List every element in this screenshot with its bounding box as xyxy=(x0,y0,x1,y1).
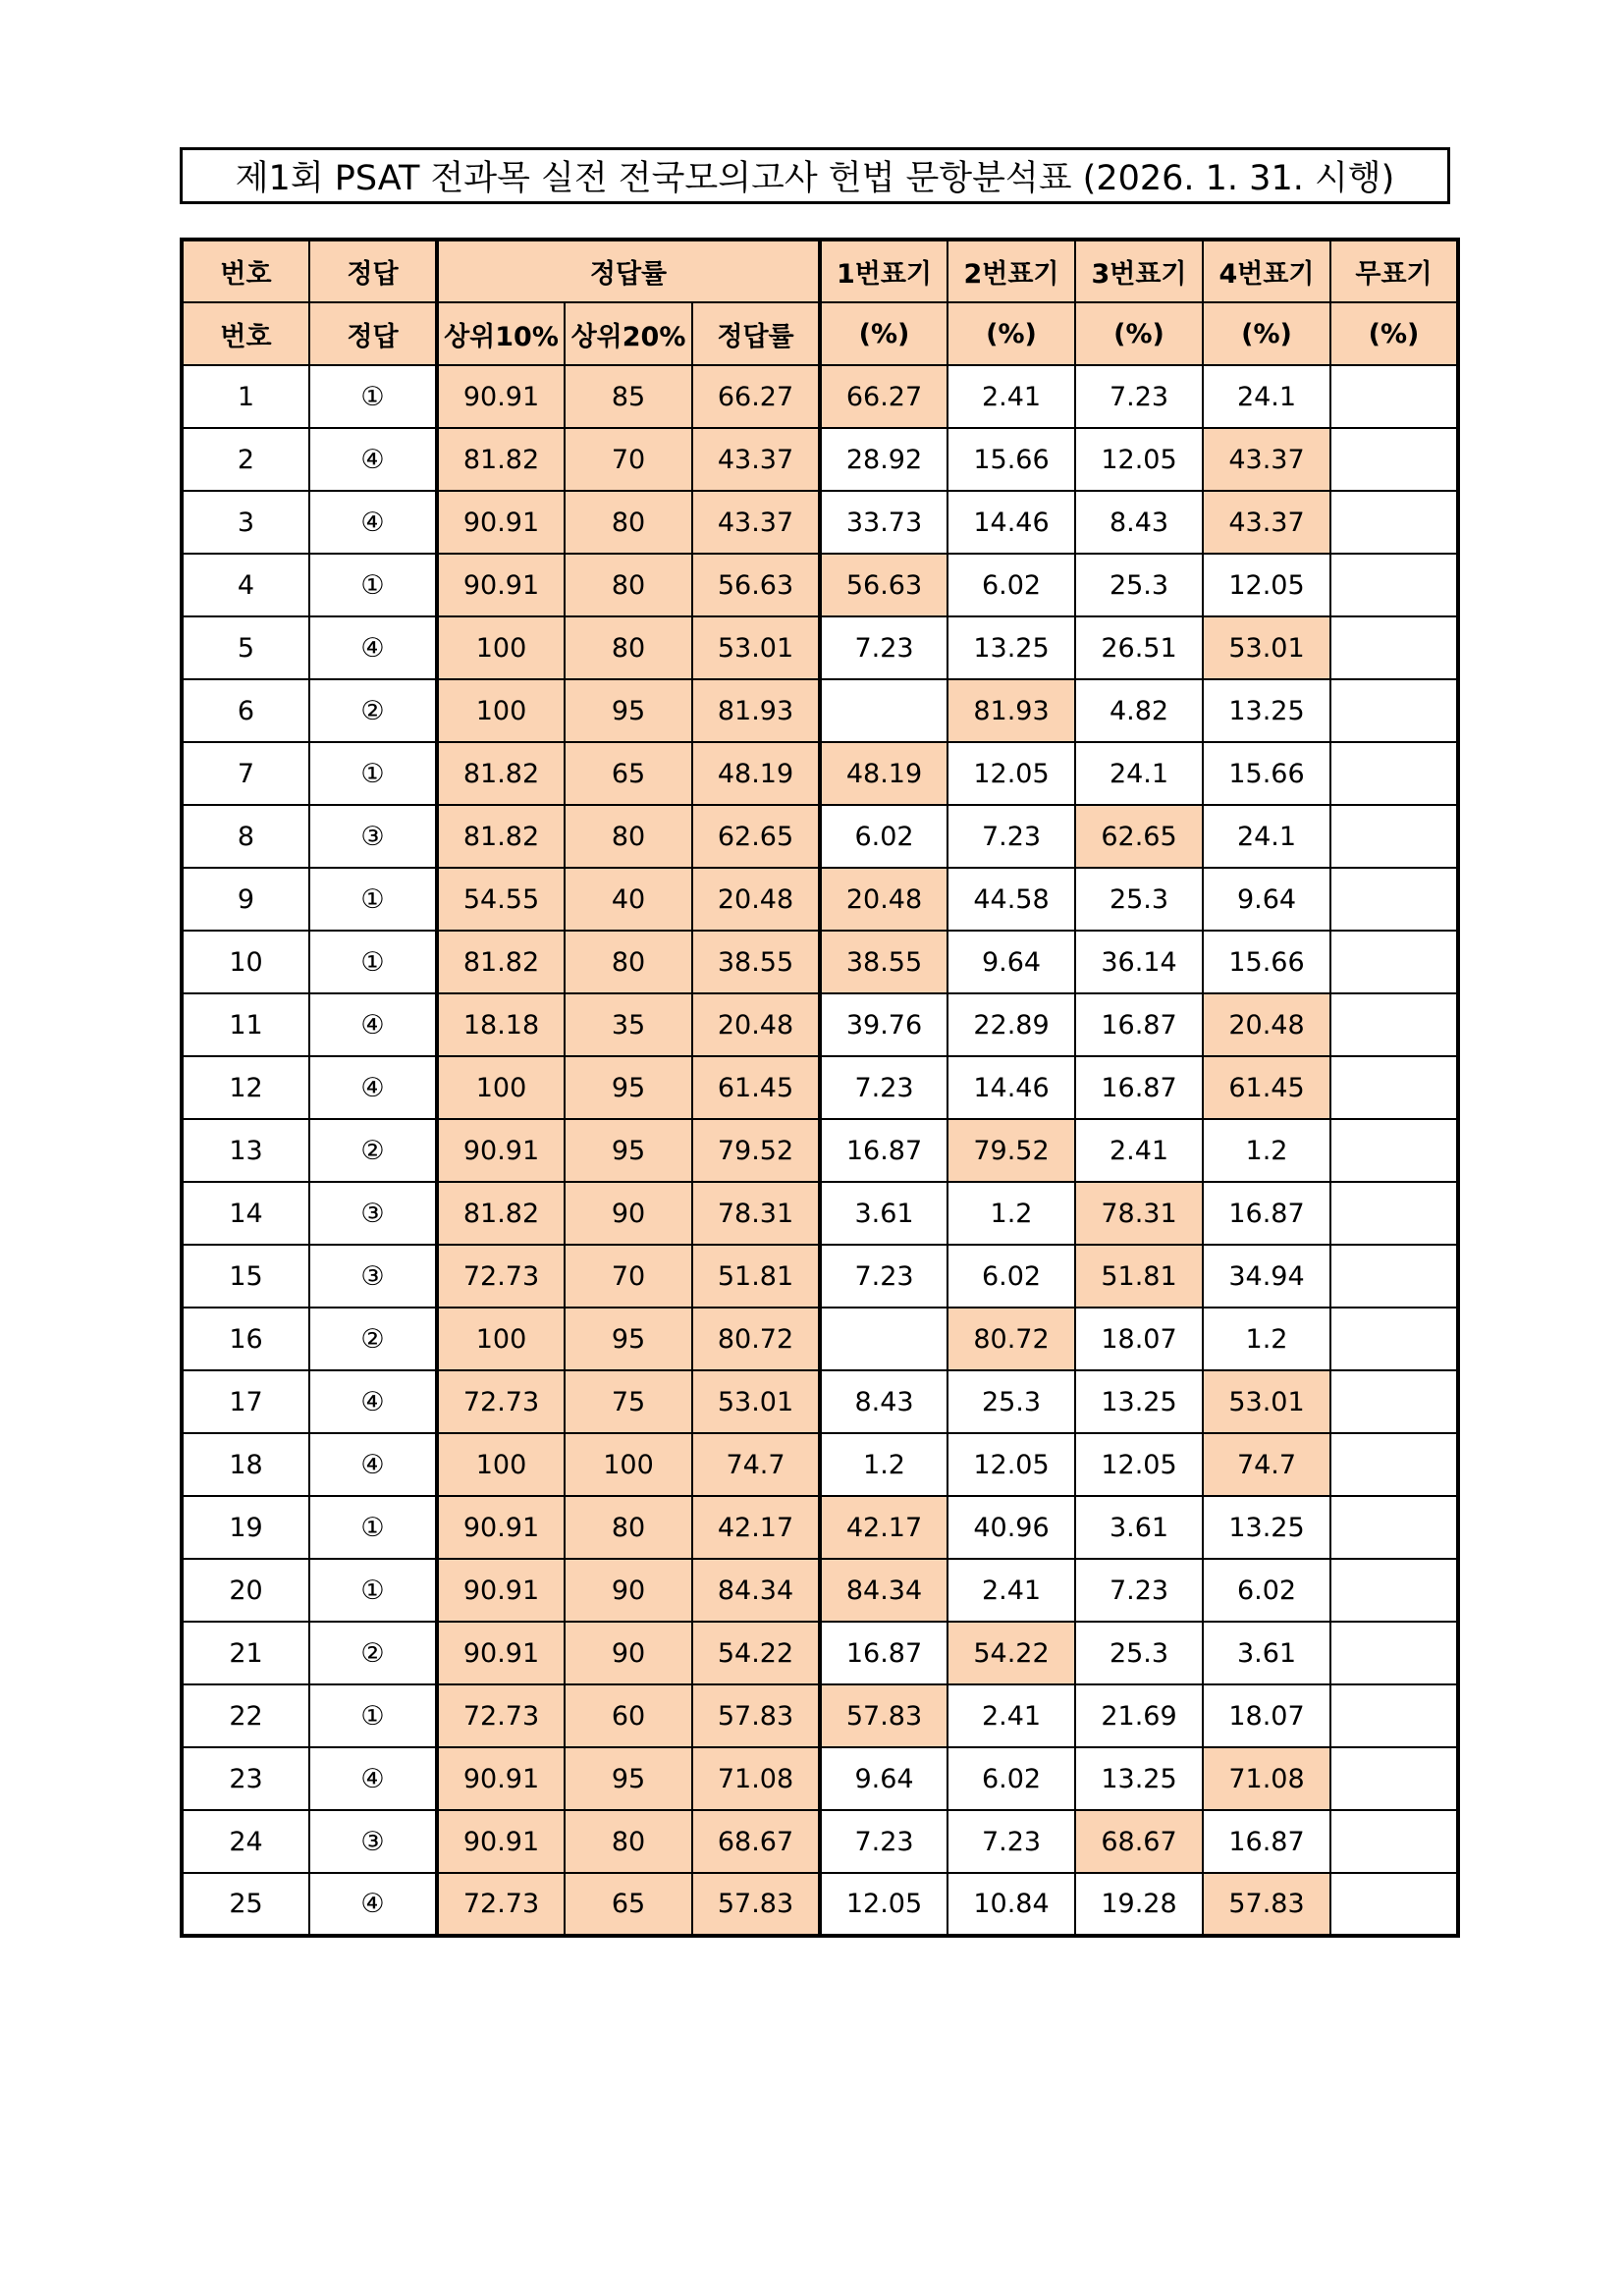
cell-top20: 80 xyxy=(565,1810,692,1873)
cell-rate: 81.93 xyxy=(692,679,820,742)
table-row xyxy=(182,1245,1458,1308)
cell-answer: ① xyxy=(309,365,437,428)
cell-answer: ① xyxy=(309,554,437,616)
cell-answer: ① xyxy=(309,868,437,931)
cell-top10: 72.73 xyxy=(437,1370,565,1433)
cell-choice4: 24.1 xyxy=(1203,805,1330,868)
cell-answer: ④ xyxy=(309,491,437,554)
cell-choice4: 34.94 xyxy=(1203,1245,1330,1308)
cell-answer: ④ xyxy=(309,993,437,1056)
table-row xyxy=(182,1308,1458,1370)
cell-choice2: 6.02 xyxy=(947,1245,1075,1308)
cell-choice2: 14.46 xyxy=(947,1056,1075,1119)
table-row xyxy=(182,931,1458,993)
cell-top10: 90.91 xyxy=(437,554,565,616)
cell-choice3: 68.67 xyxy=(1075,1810,1203,1873)
cell-choice1: 56.63 xyxy=(820,554,947,616)
cell-rate: 66.27 xyxy=(692,365,820,428)
cell-top20: 60 xyxy=(565,1684,692,1747)
cell-no: 11 xyxy=(182,993,309,1056)
cell-choice4: 13.25 xyxy=(1203,1496,1330,1559)
cell-top10: 90.91 xyxy=(437,1747,565,1810)
header-no: 번호 xyxy=(182,302,309,365)
table-row xyxy=(182,1496,1458,1559)
cell-top10: 81.82 xyxy=(437,428,565,491)
cell-no: 7 xyxy=(182,742,309,805)
cell-choice1: 7.23 xyxy=(820,616,947,679)
cell-no: 23 xyxy=(182,1747,309,1810)
cell-choice2: 40.96 xyxy=(947,1496,1075,1559)
cell-no: 9 xyxy=(182,868,309,931)
cell-top20: 80 xyxy=(565,554,692,616)
cell-top20: 80 xyxy=(565,1496,692,1559)
cell-choice4: 9.64 xyxy=(1203,868,1330,931)
cell-no: 10 xyxy=(182,931,309,993)
document-title: 제1회 PSAT 전과목 실전 전국모의고사 헌법 문항분석표 (2026. 1. 31. 시행) xyxy=(180,147,1450,204)
table-row xyxy=(182,742,1458,805)
cell-blank xyxy=(1330,1056,1458,1119)
header-rate-group: 정답률 xyxy=(437,240,820,302)
cell-choice1: 48.19 xyxy=(820,742,947,805)
cell-answer: ① xyxy=(309,1684,437,1747)
cell-choice2: 25.3 xyxy=(947,1370,1075,1433)
cell-rate: 51.81 xyxy=(692,1245,820,1308)
cell-choice2: 54.22 xyxy=(947,1622,1075,1684)
cell-choice1: 20.48 xyxy=(820,868,947,931)
cell-answer: ③ xyxy=(309,1810,437,1873)
cell-top10: 90.91 xyxy=(437,1496,565,1559)
cell-blank xyxy=(1330,1684,1458,1747)
cell-choice1: 12.05 xyxy=(820,1873,947,1936)
cell-choice2: 2.41 xyxy=(947,365,1075,428)
cell-choice4: 13.25 xyxy=(1203,679,1330,742)
cell-choice1: 28.92 xyxy=(820,428,947,491)
cell-top20: 90 xyxy=(565,1622,692,1684)
cell-top20: 80 xyxy=(565,491,692,554)
table-row xyxy=(182,1056,1458,1119)
cell-top20: 40 xyxy=(565,868,692,931)
cell-choice3: 18.07 xyxy=(1075,1308,1203,1370)
cell-choice4: 20.48 xyxy=(1203,993,1330,1056)
cell-choice4: 24.1 xyxy=(1203,365,1330,428)
cell-top10: 18.18 xyxy=(437,993,565,1056)
cell-blank xyxy=(1330,365,1458,428)
cell-top20: 95 xyxy=(565,1308,692,1370)
cell-choice2: 12.05 xyxy=(947,1433,1075,1496)
cell-answer: ④ xyxy=(309,1747,437,1810)
cell-choice4: 1.2 xyxy=(1203,1308,1330,1370)
cell-top20: 95 xyxy=(565,1056,692,1119)
cell-choice3: 8.43 xyxy=(1075,491,1203,554)
cell-choice3: 7.23 xyxy=(1075,1559,1203,1622)
cell-choice1: 9.64 xyxy=(820,1747,947,1810)
cell-blank xyxy=(1330,805,1458,868)
cell-top20: 100 xyxy=(565,1433,692,1496)
table-row xyxy=(182,1873,1458,1936)
cell-choice2: 2.41 xyxy=(947,1684,1075,1747)
table-row xyxy=(182,1810,1458,1873)
cell-answer: ④ xyxy=(309,1873,437,1936)
cell-rate: 53.01 xyxy=(692,616,820,679)
cell-top20: 80 xyxy=(565,931,692,993)
cell-top20: 80 xyxy=(565,805,692,868)
cell-blank xyxy=(1330,1496,1458,1559)
cell-top20: 85 xyxy=(565,365,692,428)
cell-answer: ① xyxy=(309,1559,437,1622)
cell-blank xyxy=(1330,1622,1458,1684)
header-choice3-pct: (%) xyxy=(1075,302,1203,365)
cell-blank xyxy=(1330,1559,1458,1622)
cell-no: 15 xyxy=(182,1245,309,1308)
cell-no: 20 xyxy=(182,1559,309,1622)
cell-choice1 xyxy=(820,679,947,742)
cell-top20: 80 xyxy=(565,616,692,679)
cell-choice4: 15.66 xyxy=(1203,742,1330,805)
cell-no: 22 xyxy=(182,1684,309,1747)
header-row-1 xyxy=(182,240,1458,302)
table-row xyxy=(182,1684,1458,1747)
cell-top10: 90.91 xyxy=(437,1810,565,1873)
cell-top20: 70 xyxy=(565,428,692,491)
cell-choice3: 4.82 xyxy=(1075,679,1203,742)
cell-choice1: 7.23 xyxy=(820,1245,947,1308)
cell-answer: ① xyxy=(309,931,437,993)
cell-choice1: 7.23 xyxy=(820,1810,947,1873)
cell-top10: 100 xyxy=(437,1308,565,1370)
cell-choice3: 16.87 xyxy=(1075,993,1203,1056)
header-top20: 상위20% xyxy=(565,302,692,365)
cell-top10: 90.91 xyxy=(437,365,565,428)
cell-no: 8 xyxy=(182,805,309,868)
cell-choice2: 13.25 xyxy=(947,616,1075,679)
cell-choice4: 15.66 xyxy=(1203,931,1330,993)
cell-blank xyxy=(1330,428,1458,491)
cell-rate: 57.83 xyxy=(692,1873,820,1936)
cell-rate: 61.45 xyxy=(692,1056,820,1119)
cell-rate: 54.22 xyxy=(692,1622,820,1684)
cell-top20: 35 xyxy=(565,993,692,1056)
cell-rate: 43.37 xyxy=(692,428,820,491)
cell-top20: 70 xyxy=(565,1245,692,1308)
cell-choice4: 43.37 xyxy=(1203,428,1330,491)
cell-no: 16 xyxy=(182,1308,309,1370)
cell-choice2: 80.72 xyxy=(947,1308,1075,1370)
cell-choice1: 1.2 xyxy=(820,1433,947,1496)
cell-top20: 90 xyxy=(565,1182,692,1245)
cell-choice3: 25.3 xyxy=(1075,1622,1203,1684)
cell-no: 12 xyxy=(182,1056,309,1119)
cell-top20: 65 xyxy=(565,742,692,805)
cell-choice3: 24.1 xyxy=(1075,742,1203,805)
cell-top10: 72.73 xyxy=(437,1684,565,1747)
cell-rate: 71.08 xyxy=(692,1747,820,1810)
header-choice3: 3번표기 xyxy=(1075,240,1203,302)
cell-top20: 95 xyxy=(565,679,692,742)
cell-rate: 68.67 xyxy=(692,1810,820,1873)
cell-rate: 53.01 xyxy=(692,1370,820,1433)
header-choice2-pct: (%) xyxy=(947,302,1075,365)
cell-top10: 81.82 xyxy=(437,931,565,993)
cell-blank xyxy=(1330,616,1458,679)
cell-rate: 43.37 xyxy=(692,491,820,554)
header-choice4: 4번표기 xyxy=(1203,240,1330,302)
cell-no: 1 xyxy=(182,365,309,428)
cell-top20: 65 xyxy=(565,1873,692,1936)
cell-choice1: 7.23 xyxy=(820,1056,947,1119)
cell-top10: 72.73 xyxy=(437,1245,565,1308)
cell-rate: 80.72 xyxy=(692,1308,820,1370)
cell-no: 13 xyxy=(182,1119,309,1182)
cell-no: 2 xyxy=(182,428,309,491)
table-row xyxy=(182,1747,1458,1810)
cell-choice1: 8.43 xyxy=(820,1370,947,1433)
cell-choice1: 38.55 xyxy=(820,931,947,993)
table-row xyxy=(182,993,1458,1056)
cell-answer: ③ xyxy=(309,1182,437,1245)
cell-choice3: 3.61 xyxy=(1075,1496,1203,1559)
cell-choice4: 53.01 xyxy=(1203,1370,1330,1433)
cell-no: 18 xyxy=(182,1433,309,1496)
cell-top10: 100 xyxy=(437,616,565,679)
table-row xyxy=(182,1622,1458,1684)
cell-top10: 90.91 xyxy=(437,1622,565,1684)
cell-rate: 20.48 xyxy=(692,993,820,1056)
table-row xyxy=(182,491,1458,554)
table-row xyxy=(182,679,1458,742)
cell-top10: 81.82 xyxy=(437,805,565,868)
header-rate: 정답률 xyxy=(692,302,820,365)
cell-blank xyxy=(1330,1182,1458,1245)
cell-answer: ② xyxy=(309,1119,437,1182)
cell-rate: 62.65 xyxy=(692,805,820,868)
cell-top20: 75 xyxy=(565,1370,692,1433)
cell-no: 6 xyxy=(182,679,309,742)
cell-choice3: 26.51 xyxy=(1075,616,1203,679)
table-row xyxy=(182,805,1458,868)
cell-choice2: 6.02 xyxy=(947,554,1075,616)
cell-choice2: 10.84 xyxy=(947,1873,1075,1936)
cell-answer: ④ xyxy=(309,1370,437,1433)
cell-top10: 81.82 xyxy=(437,1182,565,1245)
cell-top10: 54.55 xyxy=(437,868,565,931)
cell-choice4: 12.05 xyxy=(1203,554,1330,616)
cell-answer: ④ xyxy=(309,428,437,491)
cell-choice1: 16.87 xyxy=(820,1622,947,1684)
table-row xyxy=(182,1433,1458,1496)
cell-blank xyxy=(1330,1433,1458,1496)
cell-blank xyxy=(1330,1245,1458,1308)
cell-choice4: 6.02 xyxy=(1203,1559,1330,1622)
cell-choice4: 16.87 xyxy=(1203,1182,1330,1245)
cell-choice1: 84.34 xyxy=(820,1559,947,1622)
cell-top10: 81.82 xyxy=(437,742,565,805)
cell-no: 14 xyxy=(182,1182,309,1245)
cell-choice3: 25.3 xyxy=(1075,868,1203,931)
cell-answer: ② xyxy=(309,1622,437,1684)
cell-top20: 90 xyxy=(565,1559,692,1622)
cell-top10: 100 xyxy=(437,679,565,742)
cell-answer: ③ xyxy=(309,1245,437,1308)
cell-top20: 95 xyxy=(565,1119,692,1182)
cell-choice4: 1.2 xyxy=(1203,1119,1330,1182)
cell-choice4: 74.7 xyxy=(1203,1433,1330,1496)
cell-choice3: 78.31 xyxy=(1075,1182,1203,1245)
header-choice1-pct: (%) xyxy=(820,302,947,365)
cell-rate: 57.83 xyxy=(692,1684,820,1747)
cell-blank xyxy=(1330,1308,1458,1370)
cell-blank xyxy=(1330,931,1458,993)
cell-no: 25 xyxy=(182,1873,309,1936)
cell-no: 21 xyxy=(182,1622,309,1684)
cell-choice3: 13.25 xyxy=(1075,1370,1203,1433)
cell-top10: 72.73 xyxy=(437,1873,565,1936)
cell-answer: ② xyxy=(309,679,437,742)
item-analysis-table xyxy=(180,238,1460,1938)
cell-rate: 79.52 xyxy=(692,1119,820,1182)
table-row xyxy=(182,1119,1458,1182)
header-blank-pct: (%) xyxy=(1330,302,1458,365)
cell-choice1: 3.61 xyxy=(820,1182,947,1245)
cell-answer: ① xyxy=(309,1496,437,1559)
cell-choice3: 12.05 xyxy=(1075,428,1203,491)
header-top10: 상위10% xyxy=(437,302,565,365)
cell-choice3: 16.87 xyxy=(1075,1056,1203,1119)
cell-choice4: 43.37 xyxy=(1203,491,1330,554)
cell-choice2: 14.46 xyxy=(947,491,1075,554)
cell-choice2: 9.64 xyxy=(947,931,1075,993)
cell-choice2: 22.89 xyxy=(947,993,1075,1056)
cell-no: 5 xyxy=(182,616,309,679)
cell-choice3: 25.3 xyxy=(1075,554,1203,616)
cell-top10: 90.91 xyxy=(437,491,565,554)
header-no: 번호 xyxy=(182,240,309,302)
cell-choice4: 18.07 xyxy=(1203,1684,1330,1747)
cell-rate: 20.48 xyxy=(692,868,820,931)
table-row xyxy=(182,365,1458,428)
cell-top10: 100 xyxy=(437,1056,565,1119)
cell-no: 19 xyxy=(182,1496,309,1559)
cell-choice2: 7.23 xyxy=(947,1810,1075,1873)
cell-choice4: 16.87 xyxy=(1203,1810,1330,1873)
cell-no: 4 xyxy=(182,554,309,616)
header-answer: 정답 xyxy=(309,240,437,302)
cell-choice3: 51.81 xyxy=(1075,1245,1203,1308)
header-row-2 xyxy=(182,302,1458,365)
cell-choice3: 7.23 xyxy=(1075,365,1203,428)
cell-no: 3 xyxy=(182,491,309,554)
cell-choice2: 1.2 xyxy=(947,1182,1075,1245)
cell-answer: ① xyxy=(309,742,437,805)
cell-no: 24 xyxy=(182,1810,309,1873)
cell-choice1: 57.83 xyxy=(820,1684,947,1747)
cell-blank xyxy=(1330,868,1458,931)
cell-no: 17 xyxy=(182,1370,309,1433)
cell-choice4: 3.61 xyxy=(1203,1622,1330,1684)
cell-rate: 56.63 xyxy=(692,554,820,616)
table-row xyxy=(182,1370,1458,1433)
cell-choice4: 57.83 xyxy=(1203,1873,1330,1936)
cell-answer: ④ xyxy=(309,1056,437,1119)
cell-choice3: 19.28 xyxy=(1075,1873,1203,1936)
cell-choice1 xyxy=(820,1308,947,1370)
cell-choice2: 6.02 xyxy=(947,1747,1075,1810)
cell-choice2: 15.66 xyxy=(947,428,1075,491)
cell-blank xyxy=(1330,491,1458,554)
table-row xyxy=(182,616,1458,679)
table-row xyxy=(182,554,1458,616)
cell-choice3: 62.65 xyxy=(1075,805,1203,868)
cell-top10: 100 xyxy=(437,1433,565,1496)
cell-choice4: 71.08 xyxy=(1203,1747,1330,1810)
cell-choice1: 33.73 xyxy=(820,491,947,554)
cell-rate: 48.19 xyxy=(692,742,820,805)
cell-blank xyxy=(1330,554,1458,616)
cell-rate: 78.31 xyxy=(692,1182,820,1245)
cell-blank xyxy=(1330,1747,1458,1810)
cell-top10: 90.91 xyxy=(437,1119,565,1182)
cell-rate: 74.7 xyxy=(692,1433,820,1496)
cell-choice1: 39.76 xyxy=(820,993,947,1056)
table-row xyxy=(182,1182,1458,1245)
cell-blank xyxy=(1330,679,1458,742)
cell-choice3: 2.41 xyxy=(1075,1119,1203,1182)
cell-answer: ② xyxy=(309,1308,437,1370)
table-row xyxy=(182,1559,1458,1622)
cell-answer: ④ xyxy=(309,616,437,679)
cell-blank xyxy=(1330,993,1458,1056)
header-choice2: 2번표기 xyxy=(947,240,1075,302)
table-row xyxy=(182,428,1458,491)
cell-choice1: 42.17 xyxy=(820,1496,947,1559)
header-answer: 정답 xyxy=(309,302,437,365)
cell-choice2: 12.05 xyxy=(947,742,1075,805)
cell-choice1: 6.02 xyxy=(820,805,947,868)
cell-blank xyxy=(1330,1370,1458,1433)
cell-choice3: 13.25 xyxy=(1075,1747,1203,1810)
cell-choice4: 53.01 xyxy=(1203,616,1330,679)
cell-rate: 42.17 xyxy=(692,1496,820,1559)
cell-choice4: 61.45 xyxy=(1203,1056,1330,1119)
cell-choice3: 21.69 xyxy=(1075,1684,1203,1747)
header-choice1: 1번표기 xyxy=(820,240,947,302)
cell-rate: 84.34 xyxy=(692,1559,820,1622)
cell-top20: 95 xyxy=(565,1747,692,1810)
cell-choice1: 66.27 xyxy=(820,365,947,428)
cell-answer: ③ xyxy=(309,805,437,868)
cell-rate: 38.55 xyxy=(692,931,820,993)
cell-blank xyxy=(1330,1873,1458,1936)
cell-choice2: 81.93 xyxy=(947,679,1075,742)
cell-choice3: 36.14 xyxy=(1075,931,1203,993)
cell-choice2: 44.58 xyxy=(947,868,1075,931)
cell-choice1: 16.87 xyxy=(820,1119,947,1182)
cell-blank xyxy=(1330,1810,1458,1873)
cell-top10: 90.91 xyxy=(437,1559,565,1622)
cell-answer: ④ xyxy=(309,1433,437,1496)
cell-choice2: 79.52 xyxy=(947,1119,1075,1182)
cell-blank xyxy=(1330,1119,1458,1182)
header-choice4-pct: (%) xyxy=(1203,302,1330,365)
header-blank: 무표기 xyxy=(1330,240,1458,302)
cell-choice2: 7.23 xyxy=(947,805,1075,868)
cell-blank xyxy=(1330,742,1458,805)
table-row xyxy=(182,868,1458,931)
cell-choice3: 12.05 xyxy=(1075,1433,1203,1496)
cell-choice2: 2.41 xyxy=(947,1559,1075,1622)
